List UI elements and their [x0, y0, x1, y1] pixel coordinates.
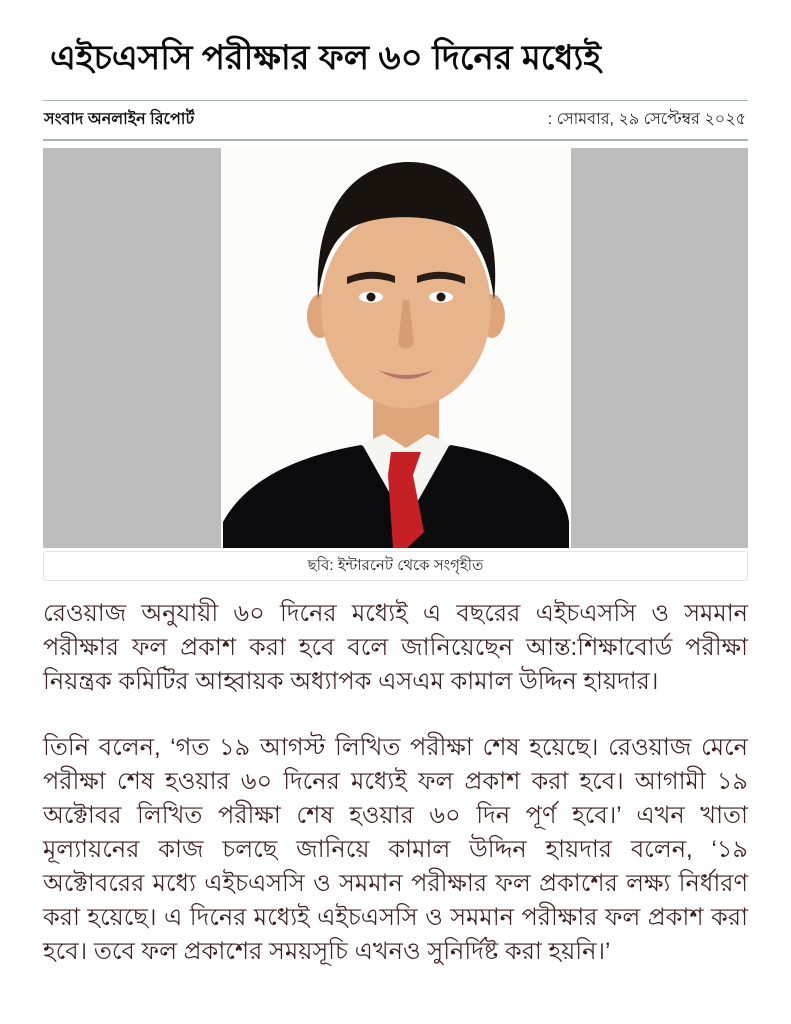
photo-caption: ছবি: ইন্টারনেট থেকে সংগৃহীত	[307, 556, 484, 574]
article-photo	[43, 148, 748, 548]
article-date: : সোমবার, ২৯ সেপ্টেম্বর ২০২৫	[547, 111, 746, 129]
byline-bar	[43, 100, 748, 141]
page-title: এইচএসসি পরীক্ষার ফল ৬০ দিনের মধ্যেই	[50, 39, 602, 77]
photo-caption-card	[43, 551, 748, 581]
portrait-man-suit-red-tie	[221, 148, 571, 548]
article-paragraph: রেওয়াজ অনুযায়ী ৬০ দিনের মধ্যেই এ বছরের এইচএসসি ও সমমান পরীক্ষার ফল প্রকাশ করা হবে বলে জানিয়েছেন আন্ত:শিক্ষাবোর্ড পরীক্ষা নিয়ন্ত্রক কমিটির আহ্বায়ক অধ্যাপক এসএম কামাল উদ্দিন হায়দার।	[43, 600, 748, 696]
byline: সংবাদ অনলাইন রিপোর্ট	[44, 111, 195, 129]
article-paragraph: তিনি বলেন, ‘গত ১৯ আগস্ট লিখিত পরীক্ষা শেষ হয়েছে। রেওয়াজ মেনে পরীক্ষা শেষ হওয়ার ৬০ দিনের মধ্যেই ফল প্রকাশ করা হবে। আগামী ১৯ অক্টোবর লিখিত পরীক্ষা শেষ হওয়ার ৬০ দিন পূর্ণ হবে।’ এখন খাতা মূল্যায়নের কাজ চলছে জানিয়ে কামাল উদ্দিন হায়দার বলেন, ‘১৯ অক্টোবরের মধ্যে এইচএসসি ও সমমান পরীক্ষার ফল প্রকাশের লক্ষ্য নির্ধারণ করা হয়েছে। এ দিনের মধ্যেই এইচএসসি ও সমমান পরীক্ষার ফল প্রকাশ করা হবে। তবে ফল প্রকাশের সময়সূচি এখনও সুনির্দিষ্ট করা হয়নি।’	[43, 734, 748, 966]
